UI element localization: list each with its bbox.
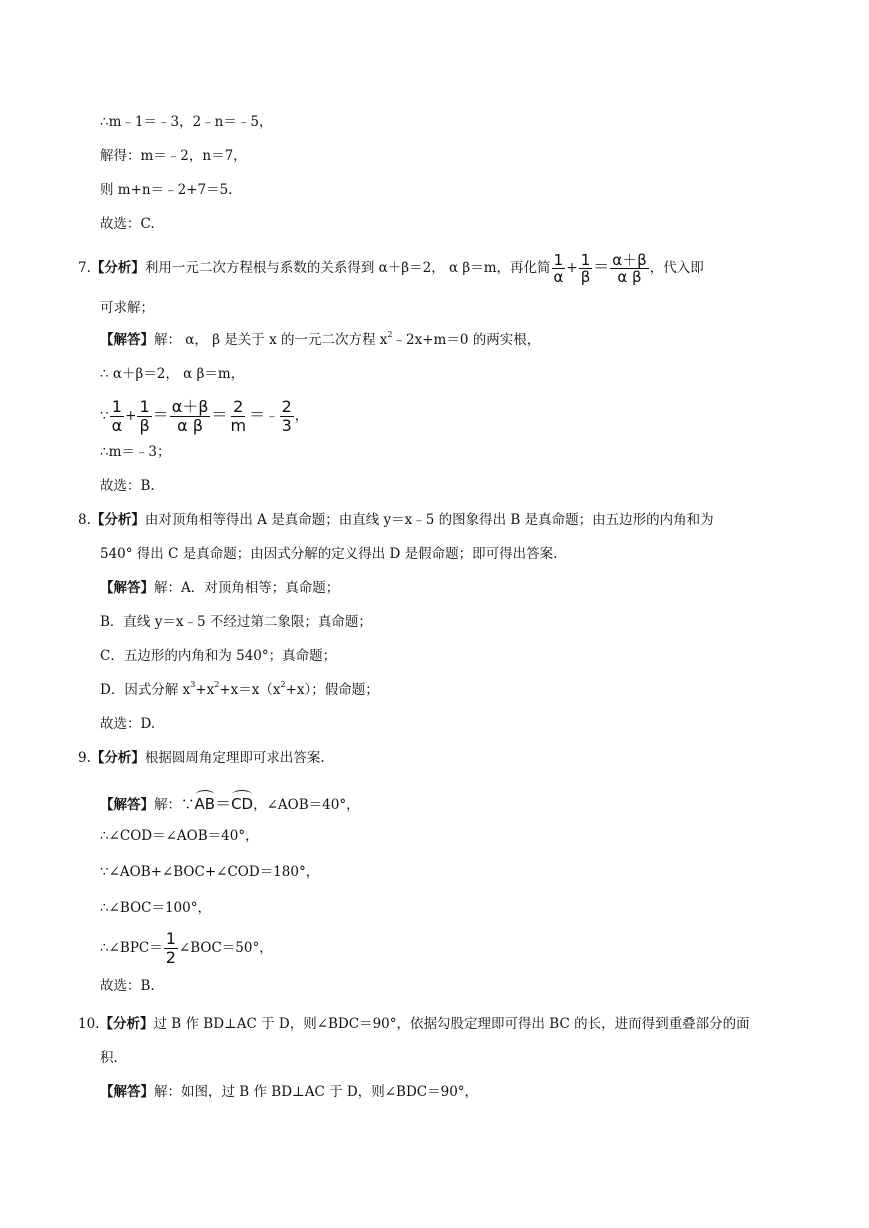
solution-text: 解：∵ (154, 797, 195, 813)
exponent: 2 (387, 330, 393, 339)
analysis-text: 根据圆周角定理即可求出答案. (144, 750, 325, 766)
step-line: ∴∠COD＝∠AOB＝40°， (100, 828, 259, 844)
fraction-2-over-m: $\frac{2}{m}$ (230, 397, 247, 435)
analysis-text: 540° 得出 C 是真命题；由因式分解的定义得出 D 是假命题；即可得出答案. (100, 546, 558, 562)
plus-sign: + (566, 260, 578, 276)
equals-sign: ＝ (593, 257, 610, 276)
answer-line: 故选：B. (100, 978, 155, 994)
question-number: 10. (78, 1016, 100, 1032)
fraction-1-over-beta: $\frac{1}{\beta}$ (580, 251, 591, 286)
q9-analysis (78, 748, 325, 768)
q8-analysis (78, 510, 714, 530)
analysis-text: 利用一元二次方程根与系数的关系得到 α＋β＝2， α β＝m，再化简 (144, 260, 551, 276)
solution-text: ，∠AOB＝40°， (253, 797, 360, 813)
answer-line: 故选：D. (100, 716, 156, 732)
fraction-sum-over-product: $\frac{\alpha+\beta}{\text{α β}}$ (171, 397, 209, 435)
minus-sign: ﹣ (265, 408, 279, 424)
question-number: 7. (78, 260, 91, 276)
equals-sign: ＝ (152, 405, 169, 424)
equals-sign: ＝ (249, 405, 266, 424)
fraction-1-over-alpha: $\frac{1}{\alpha}$ (553, 251, 564, 286)
equals-sign: ＝ (215, 794, 232, 813)
exponent: 3 (190, 680, 196, 689)
step-line: ∵∠AOB+∠BOC+∠COD＝180°， (100, 864, 320, 880)
arc-ab: AB (195, 790, 216, 814)
step-line: 则 m+n＝﹣2+7＝5. (100, 182, 233, 198)
step-line: ∴∠BOC＝100°， (100, 900, 211, 916)
solution-tag: 【解答】 (100, 1084, 154, 1100)
fraction-1-over-beta: $\frac{1}{\beta}$ (139, 397, 150, 435)
analysis-tag: 【分析】 (90, 260, 145, 276)
plus-sign: + (125, 408, 137, 424)
answer-line: 故选：C. (100, 216, 155, 232)
fraction-sum-over-product: $\frac{\alpha+\beta}{\text{α β}}$ (612, 251, 647, 286)
because-symbol: ∵ (100, 408, 109, 424)
step-line: D．因式分解 $x^3+x^2+x=x(x^2+x)$；假命题； (100, 680, 379, 698)
fraction-1-over-2: $\frac{1}{2}$ (165, 929, 176, 967)
analysis-text: 由对顶角相等得出 A 是真命题；由直线 y＝x﹣5 的图象得出 B 是真命题；由五边形的内角和为 (144, 512, 714, 528)
exponent: 2 (214, 680, 220, 689)
answer-line: 故选：B. (100, 478, 155, 494)
q7-solution (100, 330, 540, 350)
analysis-text: ，代入即 (649, 260, 704, 276)
solution-text: ﹣2x+m＝0 的两实根， (392, 332, 541, 348)
step-line: B．直线 y＝x﹣5 不经过第二象限；真命题； (100, 614, 372, 630)
analysis-text: 可求解； (100, 300, 154, 316)
analysis-text: 过 B 作 BD⊥AC 于 D，则∠BDC＝90°，依据勾股定理即可得出 BC 的长，进而得到重叠部分的面 (153, 1016, 750, 1032)
step-line: ∴ α＋β＝2， α β＝m， (100, 366, 245, 382)
punctuation: ， (294, 408, 309, 424)
solution-text: 解：A．对顶角相等；真命题； (154, 580, 340, 596)
arc-cd: CD (231, 790, 253, 814)
step-line: 解得：m＝﹣2，n＝7， (100, 148, 247, 164)
solution-tag: 【解答】 (100, 332, 154, 348)
q10-solution (100, 1082, 478, 1102)
q9-solution (100, 790, 360, 815)
step-line: ∴∠BPC＝ $\frac{1}{2}$ ∠BOC＝50°， (100, 929, 273, 967)
fraction-1-over-alpha: $\frac{1}{\alpha}$ (111, 397, 123, 435)
question-number: 9. (78, 750, 91, 766)
equals-sign: ＝ (211, 405, 228, 424)
solution-text: 解： α， β 是关于 x 的一元二次方程 x (154, 332, 388, 348)
step-line: ∴m﹣1＝﹣3，2﹣n＝﹣5， (100, 114, 273, 130)
fraction-2-over-3: $\frac{2}{3}$ (281, 397, 292, 435)
analysis-tag: 【分析】 (90, 750, 145, 766)
solution-text: 解：如图，过 B 作 BD⊥AC 于 D，则∠BDC＝90°， (154, 1084, 479, 1100)
question-number: 8. (78, 512, 91, 528)
q10-analysis (78, 1014, 750, 1034)
step-line: C．五边形的内角和为 540°；真命题； (100, 648, 337, 664)
q7-analysis (78, 252, 704, 285)
analysis-tag: 【分析】 (90, 512, 145, 528)
q8-solution (100, 578, 339, 598)
step-line: ∴m＝﹣3； (100, 444, 171, 460)
analysis-text: 积. (100, 1050, 118, 1066)
q7-equation (100, 398, 308, 435)
analysis-tag: 【分析】 (99, 1016, 154, 1032)
solution-tag: 【解答】 (100, 580, 154, 596)
solution-tag: 【解答】 (100, 797, 154, 813)
exponent: 2 (280, 680, 286, 689)
